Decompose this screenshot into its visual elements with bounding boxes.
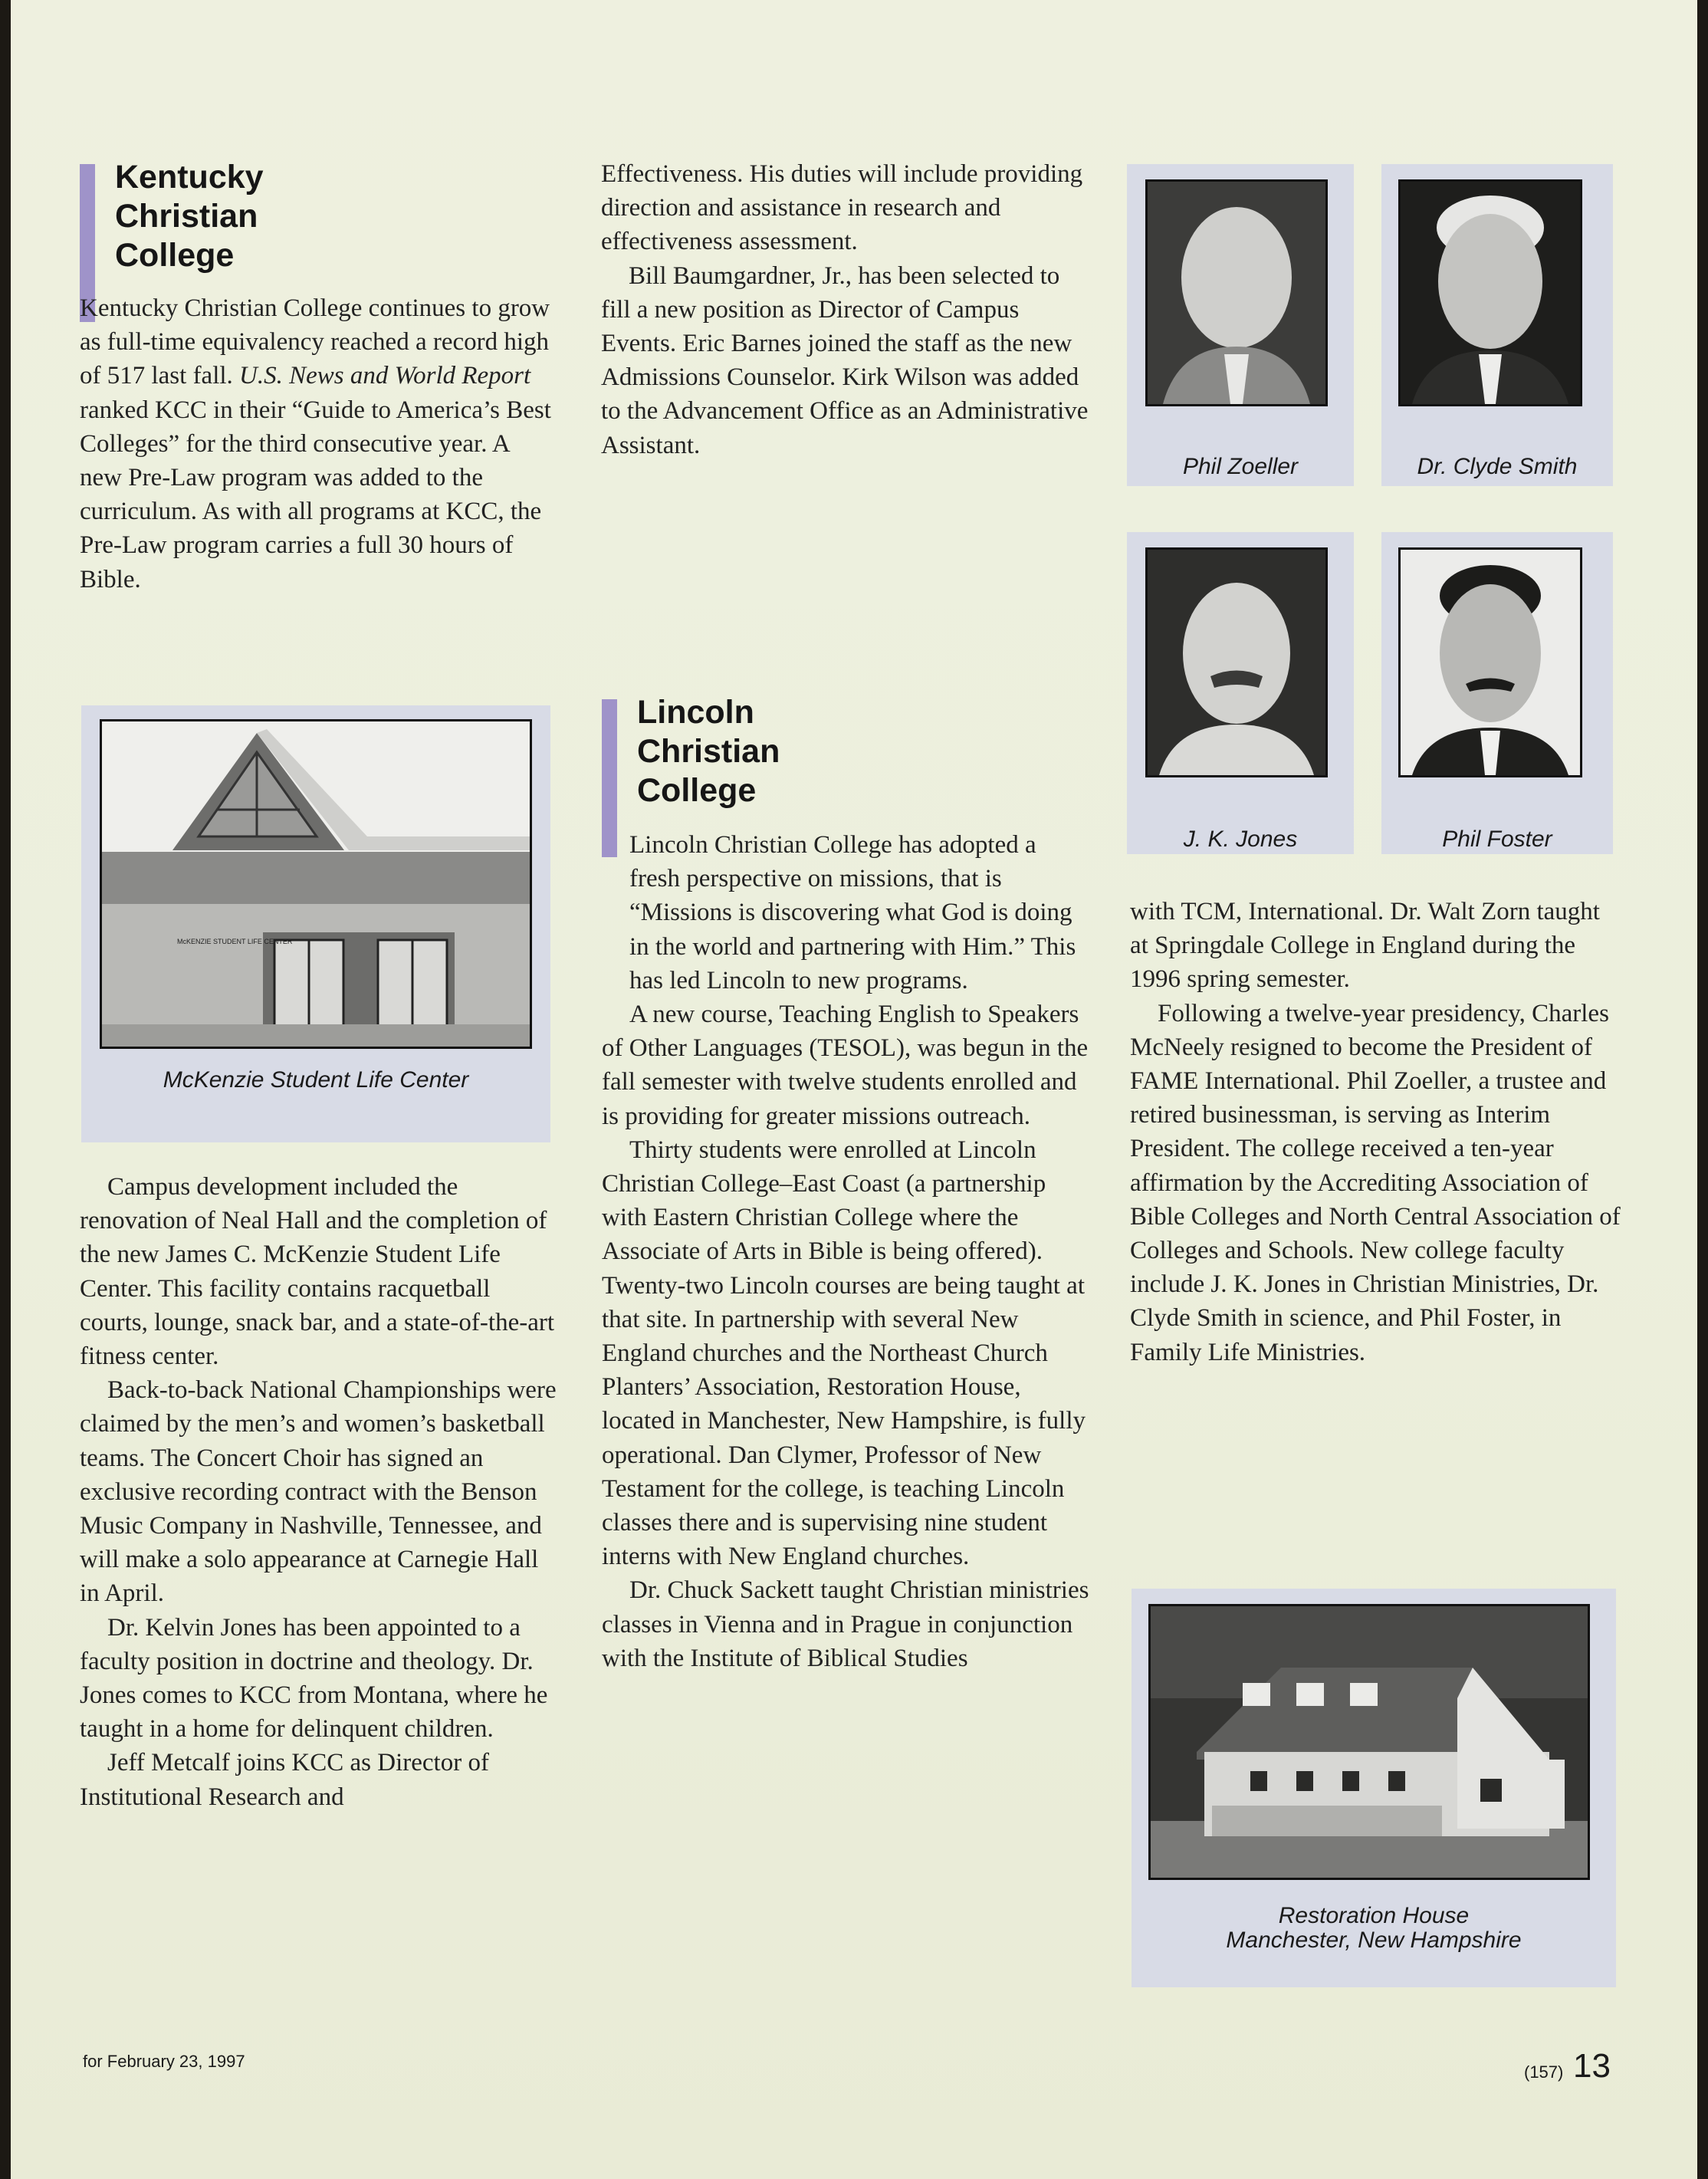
paragraph: Dr. Chuck Sackett taught Christian ministries classes in Vienna and in Prague in conjunction with the Institute of Biblical Studies bbox=[602, 1576, 1089, 1672]
kcc-body bbox=[80, 1170, 563, 1814]
photo-caption: Restoration House bbox=[1278, 1903, 1470, 1928]
house-illustration bbox=[1151, 1606, 1588, 1878]
magazine-page bbox=[11, 0, 1697, 2179]
photo-caption: McKenzie Student Life Center bbox=[163, 1067, 469, 1093]
paragraph: Effectiveness. His duties will include providing direction and assistance in research and effectiveness assessment. bbox=[601, 160, 1083, 256]
paragraph: Dr. Kelvin Jones has been appointed to a faculty position in doctrine and theology. Dr. Jones comes to KCC from Montana, where he taught in a home for delinquent children. bbox=[80, 1613, 548, 1744]
paragraph: Back-to-back National Championships were claimed by the men’s and women’s basketball teams. The Concert Choir has signed an exclusive recording contract with the Benson Music Company in Nashville, Tennessee, and will make a solo appearance at Carnegie Hall in April. bbox=[80, 1376, 557, 1608]
portrait-photo bbox=[1398, 179, 1582, 406]
heading-line: Kentucky bbox=[115, 159, 264, 196]
portrait-photo bbox=[1145, 547, 1328, 777]
portrait-caption: Phil Foster bbox=[1442, 827, 1552, 852]
portrait-caption: J. K. Jones bbox=[1183, 827, 1298, 852]
issue-number: (157) bbox=[1524, 2062, 1564, 2082]
mckenzie-center-photo bbox=[100, 719, 532, 1049]
lcc-body bbox=[602, 828, 1092, 1675]
heading-line: Christian bbox=[115, 198, 258, 235]
kcc-intro bbox=[80, 291, 555, 597]
portrait-panel bbox=[1381, 164, 1613, 486]
portrait-panel bbox=[1127, 532, 1354, 854]
heading-line: Lincoln bbox=[637, 694, 754, 731]
portrait-panel bbox=[1381, 532, 1613, 854]
paragraph: Bill Baumgardner, Jr., has been selected to fill a new position as Director of Campus Events. Eric Barnes joined the staff as the new Admissions Counselor. Kirk Wilson was added to the Advancement Office as an Administrative Assistant. bbox=[601, 261, 1089, 459]
paragraph: Lincoln Christian College has adopted a fresh perspective on missions, that is “Missions is discovering what God is doing in the world and partnering with Him.” This has led Lincoln to new programs. bbox=[629, 831, 1076, 994]
kcc-photo-panel bbox=[81, 705, 550, 1142]
kcc-continued bbox=[601, 157, 1092, 462]
building-illustration bbox=[102, 721, 530, 1047]
paragraph: Jeff Metcalf joins KCC as Director of Institutional Research and bbox=[80, 1749, 489, 1811]
lcc-body-continued bbox=[1130, 895, 1621, 1369]
building-sign: McKENZIE STUDENT LIFE CENTER bbox=[177, 938, 293, 945]
heading-line: College bbox=[115, 237, 235, 274]
portrait-photo bbox=[1145, 179, 1328, 406]
paragraph: Campus development included the renovation of Neal Hall and the completion of the new James C. McKenzie Student Life Center. This facility contains racquetball courts, lounge, snack bar, and a state-of-the-art fitness center. bbox=[80, 1173, 555, 1371]
restoration-house-photo bbox=[1148, 1604, 1590, 1880]
heading-line: College bbox=[637, 772, 757, 809]
kcc-heading bbox=[80, 158, 264, 275]
photo-caption: Manchester, New Hampshire bbox=[1226, 1928, 1522, 1953]
paragraph: A new course, Teaching English to Speakers of Other Languages (TESOL), was begun in the fall semester with twelve students enrolled and is providing for greater missions outreach. bbox=[602, 1001, 1089, 1130]
paragraph: Kentucky Christian College continues to grow as full-time equivalency reached a record high of 517 last fall. U.S. News and World Report ranked KCC in their “Guide to America’s Best Colleges” for the third consecutive year. A new Pre-Law program was added to the curriculum. As with all programs at KCC, the Pre-Law program carries a full 30 hours of Bible. bbox=[80, 294, 551, 593]
restoration-panel bbox=[1132, 1589, 1616, 1987]
paragraph: Thirty students were enrolled at Lincoln Christian College–East Coast (a partnership with Eastern Christian College where the Associate of Arts in Bible is being offered). Twenty-two Lincoln courses are being taught at that site. In partnership with several New England churches and the Northeast Church Planters’ Association, Restoration House, located in Manchester, New Hampshire, is fully operational. Dan Clymer, Professor of New Testament for the college, is teaching Lincoln classes there and is supervising nine student interns with New England churches. bbox=[602, 1136, 1086, 1571]
lcc-heading bbox=[602, 693, 780, 810]
portrait-panel bbox=[1127, 164, 1354, 486]
paragraph: Following a twelve-year presidency, Charles McNeely resigned to become the President of FAME International. Phil Zoeller, a trustee and retired businessman, is serving as Interim President. The college received a ten-year affirmation by the Accrediting Association of Bible Colleges and North Central Association of Colleges and Schools. New college faculty include J. K. Jones in Christian Ministries, Dr. Clyde Smith in science, and Phil Foster, in Family Life Ministries. bbox=[1130, 999, 1621, 1366]
portrait-photo bbox=[1398, 547, 1582, 777]
portrait-caption: Dr. Clyde Smith bbox=[1417, 454, 1578, 479]
page-number: 13 bbox=[1573, 2047, 1611, 2085]
heading-line: Christian bbox=[637, 733, 780, 770]
portrait-caption: Phil Zoeller bbox=[1182, 454, 1299, 479]
issue-date: for February 23, 1997 bbox=[83, 2052, 245, 2071]
paragraph: with TCM, International. Dr. Walt Zorn taught at Springdale College in England during the 1996 spring semester. bbox=[1130, 898, 1600, 994]
